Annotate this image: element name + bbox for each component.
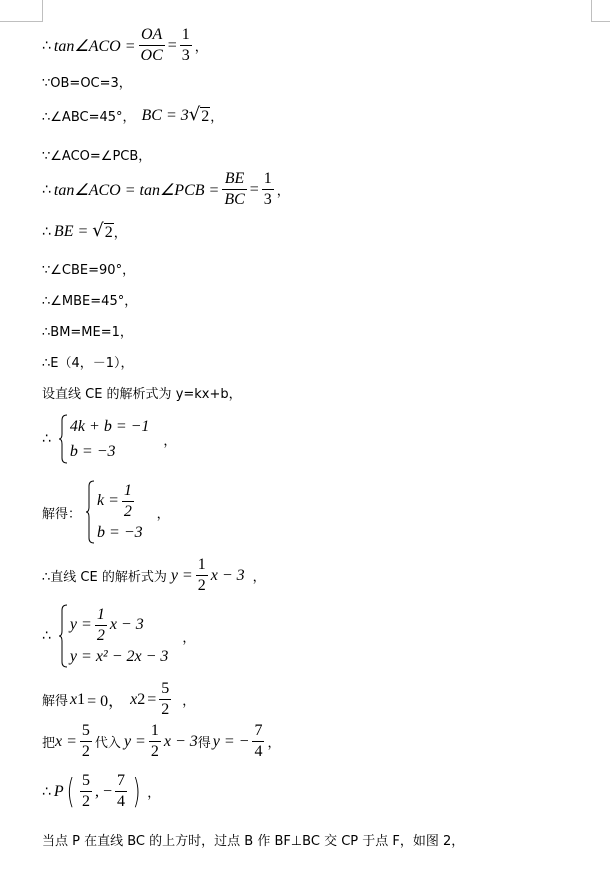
line-point-e xyxy=(42,352,134,371)
system-row xyxy=(70,606,169,645)
fraction xyxy=(180,26,192,65)
numerator: OA xyxy=(140,26,163,43)
page-corner-mark-right xyxy=(591,0,610,22)
numerator: 5 xyxy=(81,772,90,789)
punctuation: ， xyxy=(252,570,266,585)
equation-system xyxy=(85,480,143,544)
system-row: 4k + b = −1 xyxy=(69,417,150,435)
subscript: 1 xyxy=(77,690,86,708)
radicand: 2 xyxy=(201,108,210,125)
denominator: 2 xyxy=(123,502,132,520)
numerator: 1 xyxy=(96,605,105,623)
denominator: BC xyxy=(224,191,245,208)
punctuation: ， xyxy=(163,433,177,449)
line-solve-kb xyxy=(42,480,170,544)
math-expression: k = xyxy=(97,492,119,510)
math-expression: y = xyxy=(170,566,193,584)
numerator: 1 xyxy=(197,556,206,573)
right-paren-icon: ) xyxy=(132,771,141,812)
line-mbe-45 xyxy=(42,290,137,309)
denominator: 2 xyxy=(81,793,90,810)
left-paren-icon: ( xyxy=(66,771,75,812)
numerator: 1 xyxy=(150,722,159,739)
fraction xyxy=(80,772,92,811)
punctuation: ， xyxy=(182,694,196,709)
system-row: y = x² − 2x − 3 xyxy=(69,648,169,666)
numerator: 5 xyxy=(81,722,90,739)
page-corner-mark-left xyxy=(0,0,43,22)
fraction xyxy=(122,482,134,521)
line-text: ∴E（4，－1）， xyxy=(42,356,134,371)
math-expression: BE = xyxy=(53,222,89,240)
line-tan-aco xyxy=(42,26,208,65)
numerator: 1 xyxy=(181,26,190,43)
numerator: 7 xyxy=(117,772,125,789)
line-be-sqrt2 xyxy=(42,222,127,241)
fraction xyxy=(252,722,264,761)
line-solve-x xyxy=(42,680,195,719)
subscript: 2 xyxy=(137,690,146,708)
line-text: ∴直线 CE 的解析式为 xyxy=(42,570,167,585)
punctuation: ， xyxy=(156,506,170,522)
denominator: 3 xyxy=(181,47,190,64)
denominator: 4 xyxy=(254,743,263,760)
line-text: 得 xyxy=(197,736,211,751)
fraction xyxy=(222,170,246,209)
equals-sign: = xyxy=(249,180,259,198)
left-brace-icon xyxy=(58,414,68,464)
therefore-symbol: ∴ xyxy=(42,181,51,198)
left-brace-icon xyxy=(85,480,95,544)
math-expression: BC = 3 xyxy=(141,106,189,124)
line-point-p xyxy=(42,772,160,811)
math-expression: x − 3 xyxy=(109,616,144,634)
square-root: √ 2 xyxy=(188,104,210,125)
punctuation: ， xyxy=(194,40,208,55)
denominator: 4 xyxy=(117,793,125,810)
math-expression: y = xyxy=(69,616,92,634)
variable: x xyxy=(130,690,138,708)
punctuation: ， xyxy=(113,226,127,241)
line-text: ∴∠MBE=45°， xyxy=(42,294,138,309)
therefore-symbol: ∴ xyxy=(42,223,51,240)
line-system-kb xyxy=(42,414,176,464)
line-text: ∴BM=ME=1， xyxy=(42,325,133,340)
line-label: 解得 xyxy=(42,694,69,709)
point-coordinates xyxy=(64,772,144,811)
line-label: 把 xyxy=(42,736,56,751)
line-text: ∴∠ABC=45°， xyxy=(42,110,136,125)
therefore-symbol: ∴ xyxy=(42,628,51,644)
line-ce-equation xyxy=(42,556,266,595)
punctuation: ， xyxy=(210,110,224,125)
denominator: 2 xyxy=(81,743,90,760)
math-expression: = 0， xyxy=(87,693,125,710)
square-root: √ 2 xyxy=(92,220,113,241)
math-expression: tan∠ACO = tan∠PCB = xyxy=(53,181,220,199)
equation-system xyxy=(58,414,150,464)
numerator: 1 xyxy=(123,481,132,499)
math-expression: tan∠ACO = xyxy=(53,37,136,55)
fraction xyxy=(80,722,92,761)
denominator: 2 xyxy=(197,577,206,594)
line-case-above-bc xyxy=(42,830,464,849)
punctuation: ， xyxy=(267,736,281,751)
line-text: 代入 xyxy=(94,736,121,751)
line-text: 当点 P 在直线 BC 的上方时，过点 B 作 BF⊥BC 交 CP 于点 F，如图 2， xyxy=(42,834,465,849)
numerator: 5 xyxy=(161,680,170,697)
math-expression: y = − xyxy=(212,732,250,750)
math-expression: x − 3 xyxy=(210,566,245,584)
numerator: 7 xyxy=(254,722,263,739)
line-ob-oc xyxy=(42,72,132,91)
left-brace-icon xyxy=(58,604,68,668)
therefore-symbol: ∴ xyxy=(42,431,51,447)
line-text: ∵∠ACO=∠PCB， xyxy=(42,149,152,164)
denominator: 3 xyxy=(263,191,272,208)
math-expression: y = xyxy=(123,732,146,750)
math-expression: x = xyxy=(55,732,77,750)
variable: x xyxy=(70,690,78,708)
fraction xyxy=(95,606,107,645)
fraction xyxy=(149,722,161,761)
line-tan-pcb xyxy=(42,170,290,209)
fraction xyxy=(139,26,165,65)
punctuation: ， xyxy=(147,786,161,801)
math-expression: x − 3 xyxy=(163,732,198,750)
system-row: b = −3 xyxy=(69,442,116,460)
line-text: 设直线 CE 的解析式为 y=kx+b， xyxy=(42,387,242,402)
line-text: ∵OB=OC=3， xyxy=(42,76,132,91)
radicand: 2 xyxy=(104,224,113,241)
line-set-ce xyxy=(42,383,242,402)
line-label: 解得： xyxy=(42,506,82,522)
line-text: ∵∠CBE=90°， xyxy=(42,263,136,278)
punctuation: ， xyxy=(182,630,196,646)
system-row xyxy=(97,482,143,521)
denominator: 2 xyxy=(150,743,159,760)
line-abc-45 xyxy=(42,106,223,125)
line-substitute xyxy=(42,722,280,761)
therefore-symbol: ∴ xyxy=(42,783,51,800)
numerator: BE xyxy=(224,170,245,187)
equation-system xyxy=(58,604,169,668)
equals-sign: = xyxy=(147,690,157,708)
denominator: 2 xyxy=(96,626,105,644)
fraction xyxy=(159,680,171,719)
line-cbe-90 xyxy=(42,259,135,278)
fraction xyxy=(262,170,274,209)
line-aco-pcb xyxy=(42,145,151,164)
therefore-symbol: ∴ xyxy=(42,37,51,54)
variable: P xyxy=(53,782,64,800)
denominator: OC xyxy=(140,47,163,64)
punctuation: ， xyxy=(276,184,290,199)
fraction xyxy=(115,772,127,811)
line-bm-me xyxy=(42,321,133,340)
line-system-intersect xyxy=(42,604,195,668)
math-expression: , − xyxy=(94,782,112,800)
fraction xyxy=(196,556,208,595)
denominator: 2 xyxy=(161,701,170,718)
numerator: 1 xyxy=(263,170,272,187)
equals-sign: = xyxy=(167,36,177,54)
system-row: b = −3 xyxy=(97,524,143,542)
